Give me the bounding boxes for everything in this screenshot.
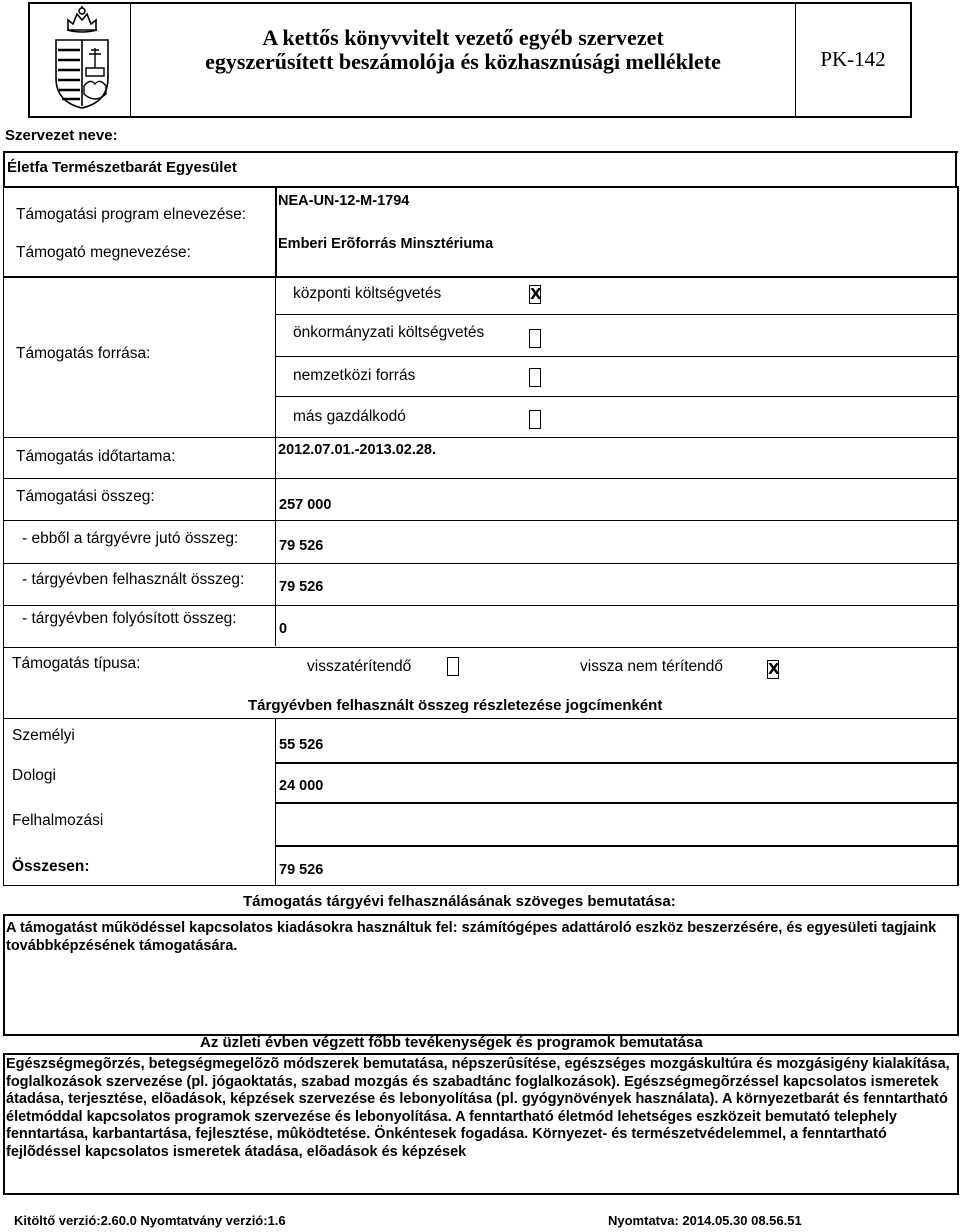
org-name-border-top	[3, 151, 958, 153]
table-border-right	[957, 186, 959, 886]
duration-label: Támogatás időtartama:	[16, 448, 176, 465]
header-border-top	[28, 2, 912, 4]
personal-value: 55 526	[279, 737, 324, 753]
source-option-other-business: más gazdálkodó	[293, 408, 406, 425]
source-option-international: nemzetközi forrás	[293, 367, 416, 384]
usage-box-top	[3, 914, 959, 916]
breakdown-heading: Tárgyévben felhasznált összeg részletezése jogcímenként	[248, 697, 663, 714]
table-border-left	[3, 186, 4, 886]
row-sep-2	[3, 437, 959, 438]
row-sep-6	[3, 605, 959, 606]
supporter-value: Emberi Erõforrás Minsztériuma	[278, 236, 494, 252]
year-amount-value: 79 526	[279, 538, 324, 554]
org-name-border-left	[3, 151, 5, 187]
type-refundable-label: visszatérítendő	[307, 658, 412, 675]
org-name-border-bottom	[3, 186, 958, 188]
used-amount-label: - tárgyévben felhasznált összeg:	[22, 571, 245, 588]
source-checkbox-municipal[interactable]	[529, 329, 541, 348]
breakdown-sep-top	[3, 718, 959, 719]
usage-text: A támogatást működéssel kapcsolatos kiadásokra használtuk fel: számítógépes adattároló eszköz beszerzésére, és egyesületi tagjaink továbbképzésének támogatására.	[6, 920, 937, 954]
activities-box-right	[957, 1053, 959, 1195]
form-title-line-1: A kettős könyvvitelt vezető egyéb szervezet	[262, 25, 664, 50]
usage-box-left	[3, 914, 5, 1036]
header-border-left	[28, 2, 30, 118]
amount-label: Támogatási összeg:	[16, 488, 155, 505]
footer-printed: Nyomtatva: 2014.05.30 08.56.51	[608, 1213, 802, 1228]
capital-label: Felhalmozási	[12, 812, 104, 829]
program-value: NEA-UN-12-M-1794	[278, 193, 410, 209]
type-nonrefundable-label: vissza nem térítendő	[580, 658, 724, 675]
coat-of-arms-icon	[46, 6, 118, 110]
activities-box-top	[3, 1053, 959, 1055]
source-label: Támogatás forrása:	[16, 345, 151, 362]
type-label: Támogatás típusa:	[12, 655, 141, 672]
source-sep-2	[275, 356, 957, 357]
header-border-bottom	[28, 116, 912, 118]
row-sep-7	[3, 647, 959, 648]
amount-value: 257 000	[279, 497, 332, 513]
org-name-value: Életfa Természetbarát Egyesület	[7, 159, 237, 176]
row-sep-5	[3, 563, 959, 564]
footer-version: Kitöltő verzió:2.60.0 Nyomtatvány verzió:1.6	[14, 1213, 286, 1228]
usage-heading: Támogatás tárgyévi felhasználásának szöveges bemutatása:	[243, 893, 676, 910]
form-code: PK-142	[820, 47, 886, 71]
org-name-label: Szervezet neve:	[5, 127, 118, 144]
supporter-label: Támogató megnevezése:	[16, 244, 191, 261]
total-value: 79 526	[279, 862, 324, 878]
material-value: 24 000	[279, 778, 324, 794]
total-label: Összesen:	[12, 858, 90, 875]
duration-value: 2012.07.01.-2013.02.28.	[278, 442, 437, 458]
usage-box-right	[957, 914, 959, 1036]
amount-col-divider	[275, 438, 276, 646]
source-col-divider	[275, 276, 276, 438]
source-sep-1	[275, 314, 957, 315]
source-checkbox-other-business[interactable]	[529, 410, 541, 429]
source-checkbox-central[interactable]: X	[530, 285, 542, 303]
org-name-border-right	[955, 151, 957, 187]
activities-text: Egészségmegõrzés, betegségmegelõzõ módszerek bemutatása, népszerûsítése, egészséges mozgáskultúra és mozgásigény kialakítása, foglalkozások szervezése (pl. jógaoktatás, szabad mozgás és szabadtánc foglalkozások). Egészségmegõrzéssel kapcsolatos ismeretek átadása, terjesztése, elõadások, képzések szervezése és lebonyolítása (pl. gyógynövények használata). A környezetbarát és fenntartható életmóddal kapcsolatos programok szervezése és lebonyolítása. A fenntartható életmód lehetséges eszközeit bemutató telephely fenntartása, karbantartása, fejlesztése, mûködtetése. Önkéntesek fogadása. Környezet- és természetvédelemmel, a fenntartható fejlõdéssel kapcsolatos ismeretek átadása, elõadások és képzések	[6, 1056, 950, 1160]
activities-box-bottom	[3, 1193, 959, 1195]
activities-box-left	[3, 1053, 5, 1195]
header-border-right	[910, 2, 912, 118]
form-title	[131, 26, 795, 74]
program-label: Támogatási program elnevezése:	[16, 206, 247, 223]
paid-amount-value: 0	[279, 621, 288, 637]
source-checkbox-international[interactable]	[529, 368, 541, 387]
row-sep-3	[3, 478, 959, 479]
type-refundable-checkbox[interactable]	[447, 657, 459, 676]
source-option-central: központi költségvetés	[293, 285, 442, 302]
type-nonrefundable-checkbox[interactable]: X	[768, 660, 780, 678]
material-label: Dologi	[12, 767, 56, 784]
personal-label: Személyi	[12, 727, 75, 744]
used-amount-value: 79 526	[279, 579, 324, 595]
year-amount-label: - ebből a tárgyévre jutó összeg:	[22, 530, 239, 547]
breakdown-sep-1	[275, 762, 957, 764]
col-divider-top	[275, 186, 277, 276]
row-sep-4	[3, 520, 959, 521]
activities-heading: Az üzleti évben végzett főbb tevékenységek és programok bemutatása	[200, 1034, 703, 1051]
paid-amount-label: - tárgyévben folyósított összeg:	[22, 610, 237, 627]
breakdown-sep-3	[275, 845, 957, 847]
form-title-line-2: egyszerűsített beszámolója és közhasznúsági melléklete	[205, 49, 721, 74]
source-sep-3	[275, 396, 957, 397]
breakdown-sep-2	[275, 802, 957, 804]
breakdown-sep-bottom	[3, 885, 959, 886]
source-option-municipal: önkormányzati költségvetés	[293, 324, 485, 341]
row-sep-1	[3, 276, 959, 278]
